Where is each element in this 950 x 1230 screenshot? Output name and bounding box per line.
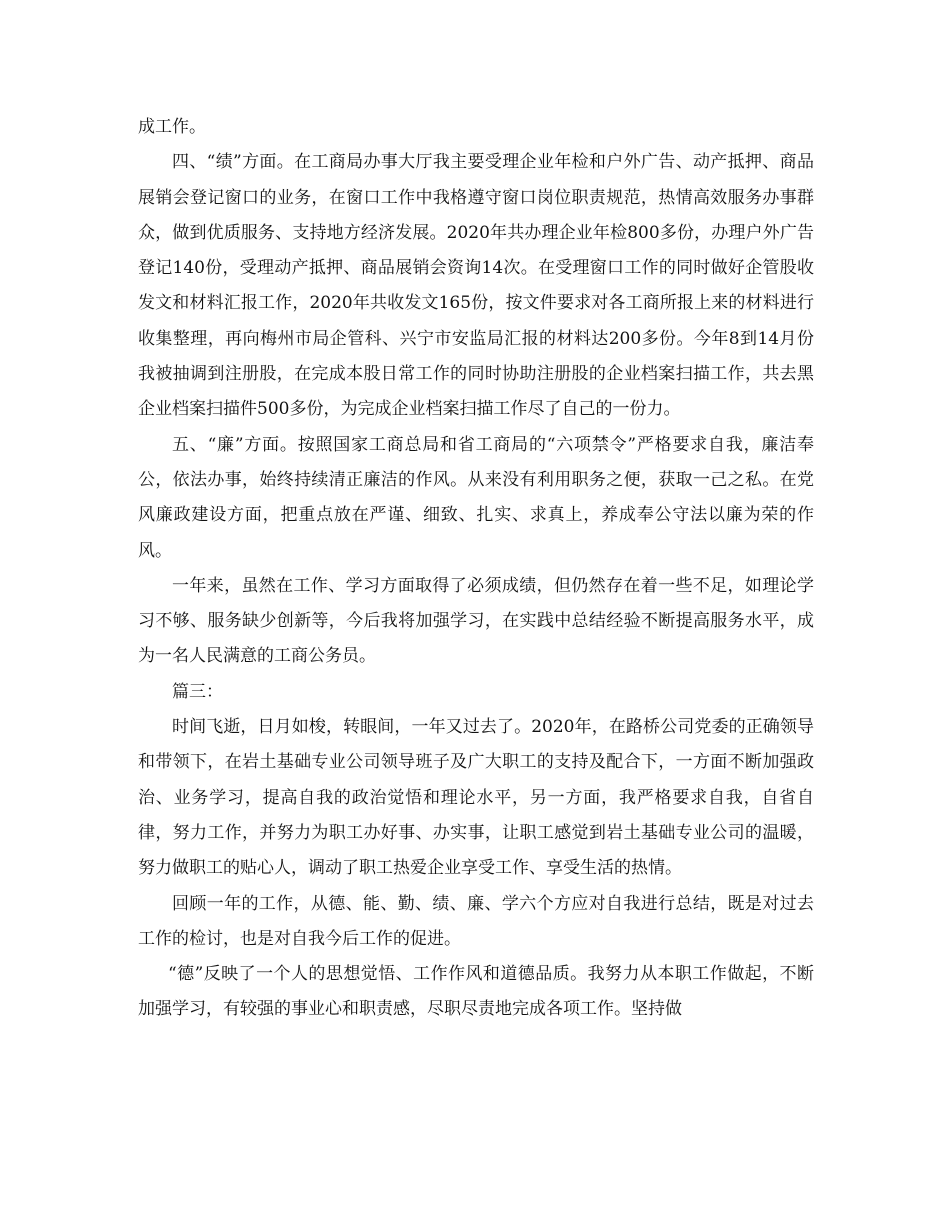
paragraph-six-aspects: 回顾一年的工作，从德、能、勤、绩、廉、学六个方应对自我进行总结，既是对过去工作的检讨，也是对自我今后工作的促进。 xyxy=(138,893,814,949)
section-heading-part-three: 篇三： xyxy=(172,681,223,702)
paragraph-continuation: 成工作。 xyxy=(138,117,206,137)
paragraph-year-review: 时间飞逝，日月如梭，转眼间，一年又过去了。2020年，在路桥公司党委的正确领导和带领下，在岩土基础专业公司领导班子及广大职工的支持及配合下，一方面不断加强政治、业务学习，提高自我的政治觉悟和理论水平，另一方面，我严格要求自我，自省自律，努力工作，并努力为职工办好事、办实事，让职工感觉到岩土基础专业公司的温暖，努力做职工的贴心人，调动了职工热爱企业享受工作、享受生活的热情。 xyxy=(138,717,814,879)
paragraph-performance: 四、“绩”方面。在工商局办事大厅我主要受理企业年检和户外广告、动产抵押、商品展销会登记窗口的业务，在窗口工作中我格遵守窗口岗位职责规范，热情高效服务办事群众，做到优质服务、支持地方经济发展。2020年共办理企业年检800多份，办理户外广告登记140份，受理动产抵押、商品展销会资询14次。在受理窗口工作的同时做好企管股收发文和材料汇报工作，2020年共收发文165份，按文件要求对各工商所报上来的材料进行收集整理，再向梅州市局企管科、兴宁市安监局汇报的材料达200多份。今年8到14月份我被抽调到注册股，在完成本股日常工作的同时协助注册股的企业档案扫描工作，共去黑企业档案扫描件500多份，为完成企业档案扫描工作尽了自己的一份力。 xyxy=(138,152,814,420)
document-page xyxy=(138,110,814,1028)
paragraph-integrity: 五、“廉”方面。按照国家工商总局和省工商局的“六项禁令”严格要求自我，廉洁奉公，依法办事，始终持续清正廉洁的作风。从来没有利用职务之便，获取一己之私。在党风廉政建设方面，把重点放在严谨、细致、扎实、求真上，养成奉公守法以廉为荣的作风。 xyxy=(138,434,814,561)
paragraph-summary: 一年来，虽然在工作、学习方面取得了必须成绩，但仍然存在着一些不足，如理论学习不够、服务缺少创新等，今后我将加强学习，在实践中总结经验不断提高服务水平，成为一名人民满意的工商公务员。 xyxy=(138,575,814,667)
paragraph-virtue: “德”反映了一个人的思想觉悟、工作作风和道德品质。我努力从本职工作做起，不断加强学习，有较强的事业心和职责感，尽职尽责地完成各项工作。坚持做 xyxy=(138,964,814,1020)
